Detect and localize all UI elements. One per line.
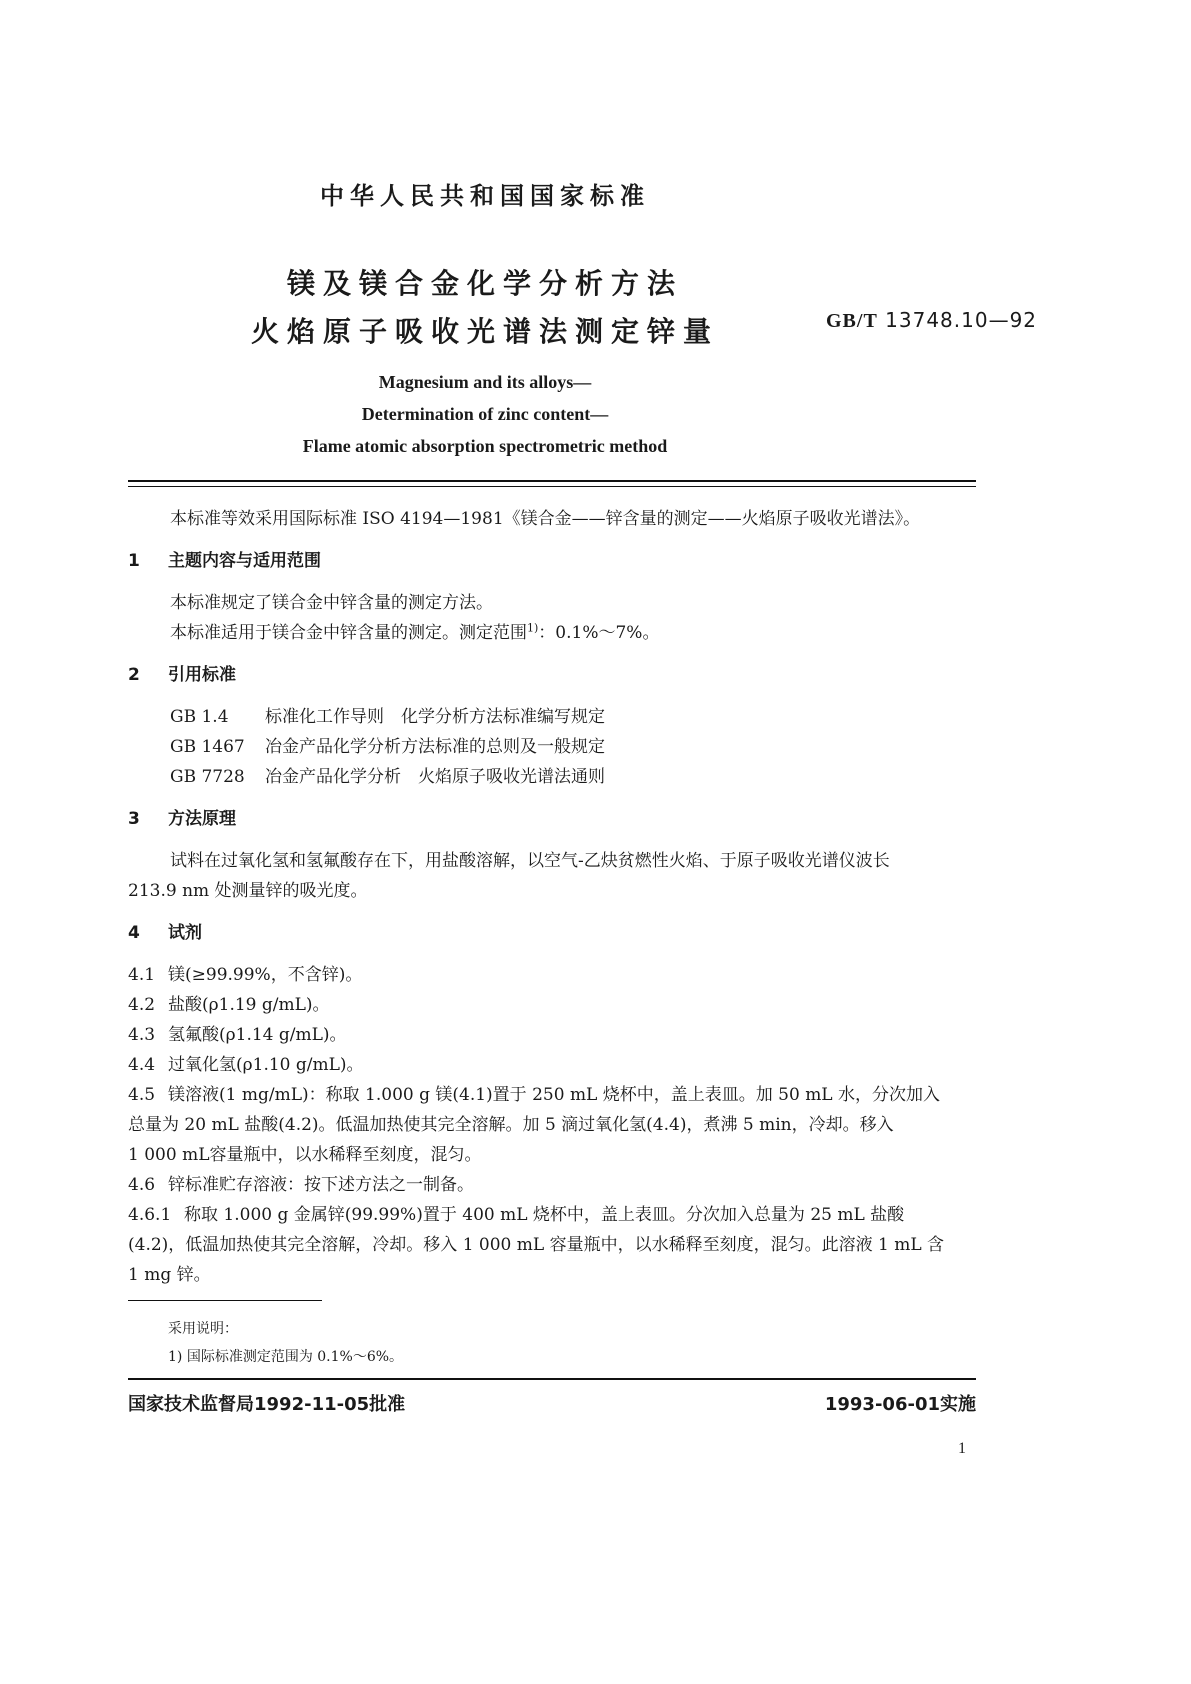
scope-range: ：0.1%～7%。 — [538, 623, 660, 643]
section-1-paragraph-1: 本标准规定了镁合金中锌含量的测定方法。 — [170, 593, 493, 613]
standard-number — [826, 308, 1037, 333]
section-number: 3 — [128, 809, 140, 829]
reference-title: 标准化工作导则 化学分析方法标准编写规定 — [265, 707, 605, 727]
section-title: 方法原理 — [168, 809, 236, 829]
title-en-line1: Magnesium and its alloys— — [378, 372, 592, 392]
title-en-line3: Flame atomic absorption spectrometric method — [302, 436, 668, 456]
reagent-item-4-6-1 — [128, 1200, 904, 1225]
section-number: 2 — [128, 665, 140, 685]
top-rule-thin — [128, 486, 976, 487]
title-cn-line1: 镁及镁合金化学分析方法 — [286, 267, 683, 300]
reagent-item-4-6 — [128, 1170, 474, 1195]
footnote-mark: 1) — [527, 621, 539, 635]
clause-text: 锌标准贮存溶液：按下述方法之一制备。 — [168, 1175, 474, 1195]
reagent-item-4-6-1-line-3: 1 mg 锌。 — [128, 1265, 211, 1285]
title-en-line2: Determination of zinc content— — [361, 404, 609, 424]
reagent-item-4-5-line-3: 1 000 mL容量瓶中，以水稀释至刻度，混匀。 — [128, 1145, 482, 1165]
clause-number: 4.2 — [128, 995, 156, 1015]
top-rule — [128, 480, 976, 482]
section-1-paragraph-2 — [170, 618, 659, 643]
section-title: 试剂 — [168, 923, 202, 943]
clause-number: 4.3 — [128, 1025, 156, 1045]
bottom-rule — [128, 1378, 976, 1380]
page-number: 1 — [958, 1440, 966, 1457]
scope-text: 本标准适用于镁合金中锌含量的测定。测定范围 — [170, 623, 527, 643]
clause-text: 氢氟酸(ρ1.14 g/mL)。 — [168, 1025, 347, 1045]
section-2-heading — [128, 660, 236, 685]
clause-text: 镁(≥99.99%，不含锌)。 — [168, 965, 363, 985]
reagent-item — [128, 960, 362, 985]
section-number: 1 — [128, 551, 140, 571]
reagent-item — [128, 990, 330, 1015]
clause-number: 4.1 — [128, 965, 156, 985]
section-4-heading — [128, 918, 202, 943]
section-1-heading — [128, 546, 321, 571]
section-3-heading — [128, 804, 236, 829]
footnote-label: 采用说明： — [168, 1321, 238, 1337]
reference-item — [170, 732, 605, 757]
reagent-item — [128, 1050, 364, 1075]
clause-number: 4.6.1 — [128, 1205, 172, 1225]
intro-text: 本标准等效采用国际标准 ISO 4194—1981《镁合金——锌含量的测定——火焰原子吸收光谱法》。 — [170, 509, 921, 529]
reagent-item-4-5-line-2: 总量为 20 mL 盐酸(4.2)。低温加热使其完全溶解。加 5 滴过氧化氢(4.4)，煮沸 5 min，冷却。移入 — [128, 1115, 894, 1135]
section-title: 主题内容与适用范围 — [168, 551, 321, 571]
section-number: 4 — [128, 923, 140, 943]
reference-code: GB 7728 — [170, 767, 245, 787]
standard-prefix: GB/T — [826, 310, 878, 332]
clause-number: 4.5 — [128, 1085, 156, 1105]
reference-title: 冶金产品化学分析方法标准的总则及一般规定 — [265, 737, 605, 757]
principle-line-2: 213.9 nm 处测量锌的吸光度。 — [128, 881, 368, 901]
reference-code: GB 1467 — [170, 737, 245, 757]
principle-line-1: 试料在过氧化氢和氢氟酸存在下，用盐酸溶解，以空气-乙炔贫燃性火焰、于原子吸收光谱仪波长 — [170, 851, 890, 871]
clause-text: 过氧化氢(ρ1.10 g/mL)。 — [168, 1055, 364, 1075]
reagent-item — [128, 1020, 347, 1045]
reagent-item-4-5 — [128, 1080, 940, 1105]
reference-code: GB 1.4 — [170, 707, 229, 727]
reference-item — [170, 702, 605, 727]
footnote-separator — [128, 1300, 322, 1301]
implementation-line: 1993-06-01实施 — [824, 1394, 976, 1415]
reagent-item-4-6-1-line-2: (4.2)，低温加热使其完全溶解，冷却。移入 1 000 mL 容量瓶中，以水稀释至刻度，混匀。此溶液 1 mL 含 — [128, 1235, 945, 1255]
reference-title: 冶金产品化学分析 火焰原子吸收光谱法通则 — [265, 767, 605, 787]
approval-line: 国家技术监督局1992-11-05批准 — [128, 1394, 406, 1415]
footnote-note: 1) 国际标准测定范围为 0.1%～6%。 — [168, 1349, 404, 1365]
section-title: 引用标准 — [168, 665, 236, 685]
clause-text: 镁溶液(1 mg/mL)：称取 1.000 g 镁(4.1)置于 250 mL 烧杯中，盖上表皿。加 50 mL 水，分次加入 — [168, 1085, 941, 1105]
clause-number: 4.4 — [128, 1055, 156, 1075]
clause-number: 4.6 — [128, 1175, 156, 1195]
national-standard-header: 中华人民共和国国家标准 — [320, 182, 650, 210]
standard-code: 13748.10—92 — [885, 308, 1038, 332]
clause-text: 称取 1.000 g 金属锌(99.99%)置于 400 mL 烧杯中，盖上表皿。分次加入总量为 25 mL 盐酸 — [184, 1205, 905, 1225]
reference-item — [170, 762, 605, 787]
clause-text: 盐酸(ρ1.19 g/mL)。 — [168, 995, 330, 1015]
title-cn-line2: 火焰原子吸收光谱法测定锌量 — [250, 315, 719, 348]
